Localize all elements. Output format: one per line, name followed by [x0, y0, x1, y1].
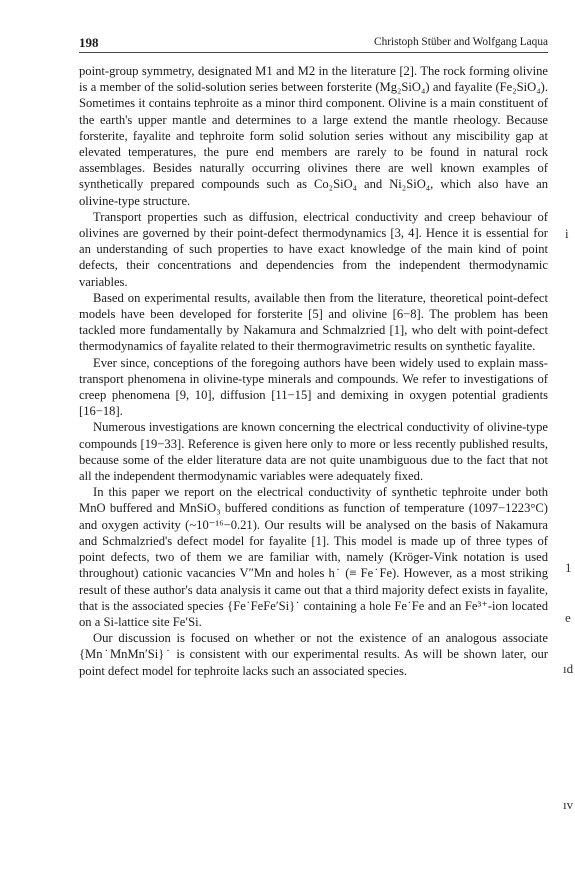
paragraph-2: Transport properties such as diffusion, electrical conductivity and creep behaviour of olivines are governed by their point-defect thermodynamics [3, 4]. Hence it is essential for an understanding of such properties to have exact knowledge of the main kind of point defects, their concentrations and dependencies from the independent thermodynamic variables. [79, 209, 548, 289]
paragraph-4: Ever since, conceptions of the foregoing authors have been widely used to explain mass-transport phenomena in olivine-type minerals and compounds. We refer to investigations of creep phenomena [9, 10], diffusion [11−15] and demixing in oxygen potential gradients [16−18]. [79, 355, 548, 419]
running-head: Christoph Stüber and Wolfgang Laqua [374, 36, 548, 48]
body-text [79, 63, 548, 679]
paragraph-5: Numerous investigations are known concerning the electrical conductivity of olivine-type compounds [19−33]. Reference is given here only to more or less recently published results, because some of the elder literature data are not quite unambiguous due to the fact that not all the independent thermodynamic variables were adequately fixed. [79, 420, 548, 484]
margin-fragment: i [565, 226, 569, 241]
header-rule [79, 52, 548, 53]
paragraph-1: point-group symmetry, designated M1 and M2 in the literature [2]. The rock forming olivine is a member of the solid-solution series between forsterite (Mg₂SiO₄) and fayalite (Fe₂SiO₄). Sometimes it contains tephroite as a minor third component. Olivine is a main constituent of the earth's upper mantle and determines to a large extend the mantle rheology. Because forsterite, fayalite and tephroite form solid solution series without any miscibility gap at elevated temperatures, the pure end members are rarely to be found in natural rock assemblages. Besides naturally occurring olivines there are well known examples of synthetically prepared compounds such as Co₂SiO₄ and Ni₂SiO₄, which also have an olivine-type structure. [79, 64, 548, 208]
margin-fragment: ıd [563, 661, 574, 676]
margin-fragment: ıv [563, 797, 574, 812]
paragraph-7: Our discussion is focused on whether or not the existence of an analogous associate {Mn˙MnMn′Si}˙ is consistent with our experimental results. As will be shown later, our point defect model for tephroite lacks such an associated species. [79, 631, 548, 678]
margin-fragment: 1 [565, 560, 572, 575]
paragraph-6: In this paper we report on the electrical conductivity of synthetic tephroite under both MnO buffered and MnSiO₃ buffered conditions as function of temperature (1097−1223°C) and oxygen activity (~10⁻¹⁶−0.21). Our results will be analysed on the basis of Nakamura and Schmalzried's defect model for fayalite [1]. This model is made up of three types of point defects, two of them we are familiar with, namely (Kröger-Vink notation is used throughout) cationic vacancies V″Mn and holes h˙ (≡ Fe˙Fe). However, as a most striking result of these author's data analysis it came out that a third majority defect exists in fayalite, that is the associated species {Fe˙FeFe′Si}˙ containing a hole Fe˙Fe and an Fe³⁺-ion located on a Si-lattice site Fe′Si. [79, 485, 548, 629]
margin-fragment: e [565, 610, 571, 625]
page-number: 198 [79, 35, 99, 50]
paragraph-3: Based on experimental results, available then from the literature, theoretical point-defect models have been developed for forsterite [5] and olivine [6−8]. The problem has been tackled more fundamentally by Nakamura and Schmalzried [1], who delt with point-defect thermodynamics of fayalite related to their thermogravimetric results on synthetic fayalite. [79, 290, 548, 354]
